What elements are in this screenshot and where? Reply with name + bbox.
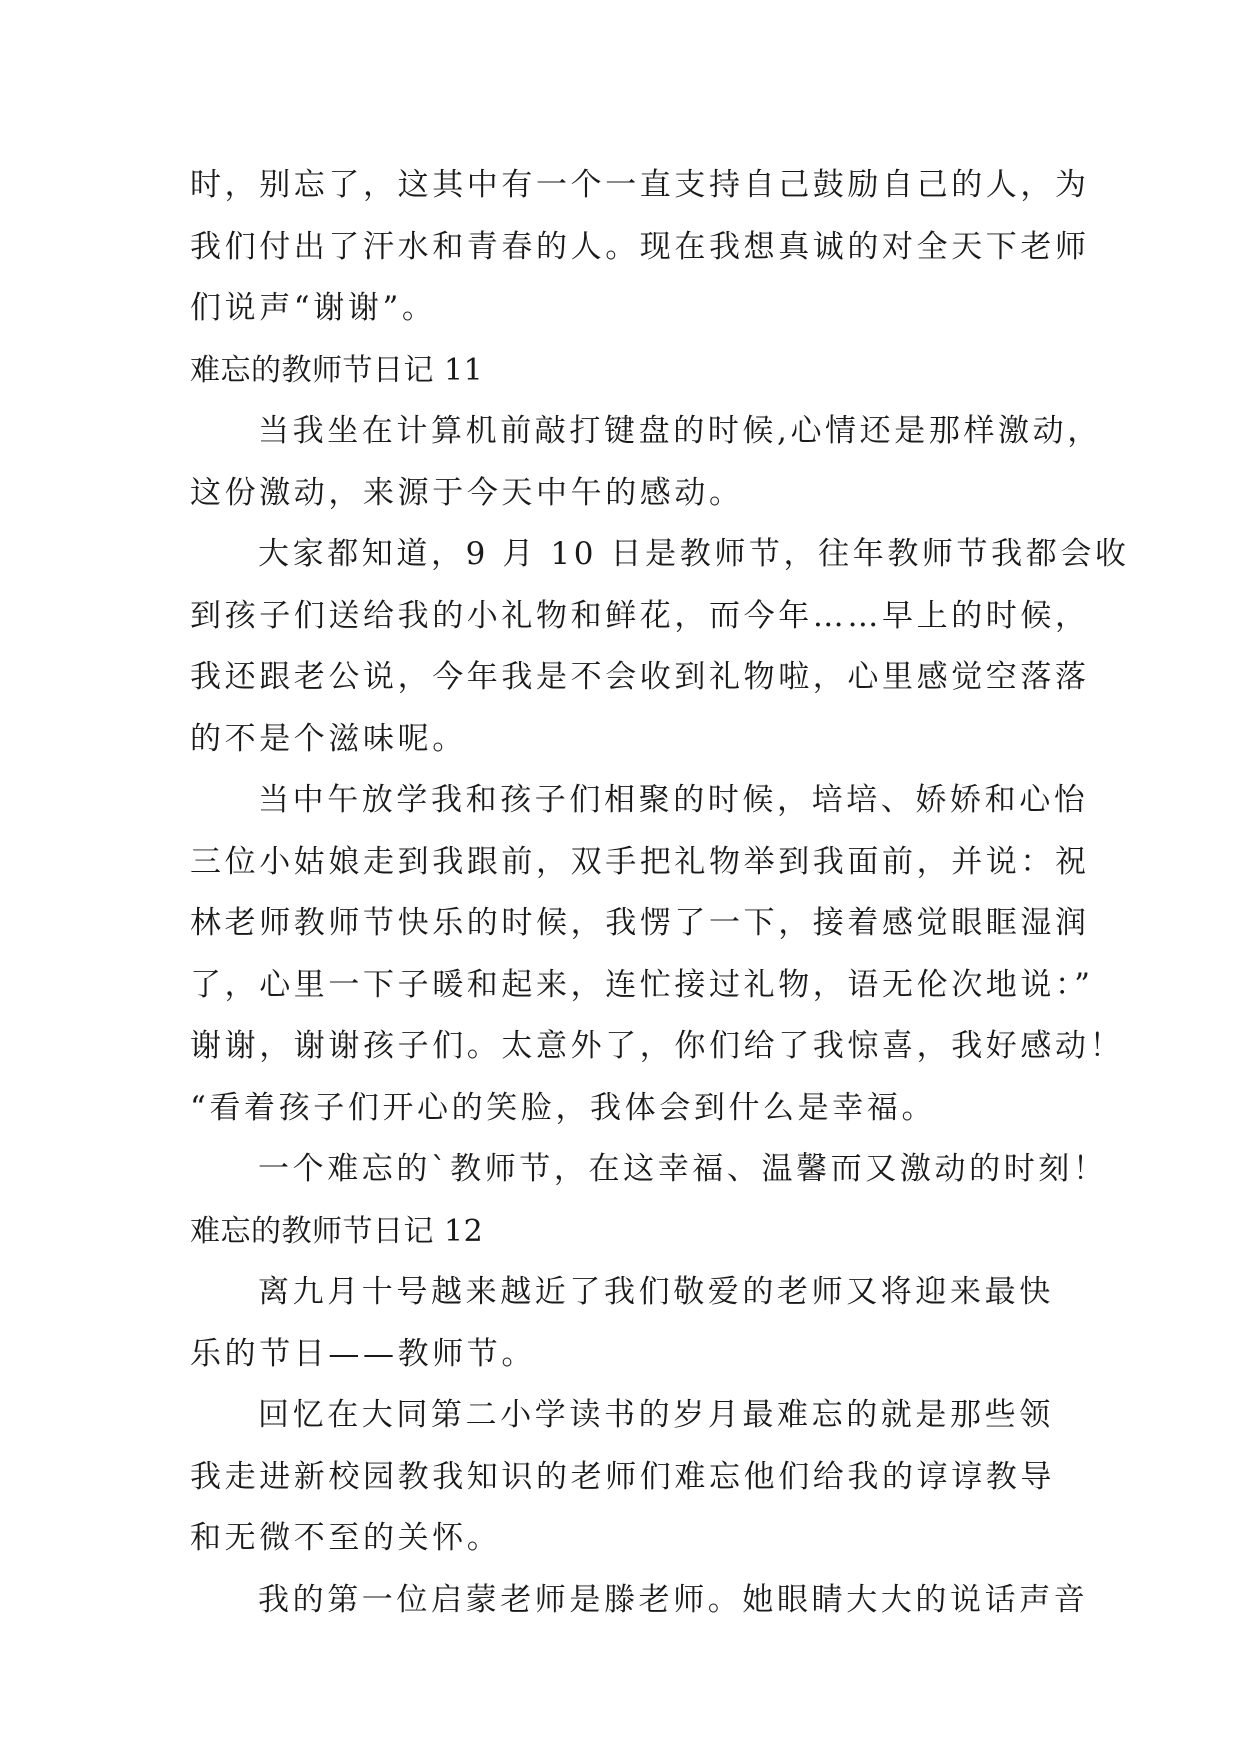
body-line: 到孩子们送给我的小礼物和鲜花，而今年……早上的时候， xyxy=(190,597,1090,634)
body-line: 谢谢，谢谢孩子们。太意外了，你们给了我惊喜，我好感动！ xyxy=(190,1028,1125,1064)
paragraph-first-line: 离九月十号越来越近了我们敬爱的老师又将迎来最快 xyxy=(258,1274,1054,1310)
body-line: 了，心里一下子暖和起来，连忙接过礼物，语无伦次地说：” xyxy=(190,966,1094,1003)
body-line: 林老师教师节快乐的时候，我愣了一下，接着感觉眼眶湿润 xyxy=(190,905,1090,941)
body-line: 我走进新校园教我知识的老师们难忘他们给我的谆谆教导 xyxy=(190,1458,1055,1495)
body-line: 我还跟老公说，今年我是不会收到礼物啦，心里感觉空落落 xyxy=(190,659,1090,695)
paragraph-first-line: 一个难忘的`教师节，在这幸福、温馨而又激动的时刻！ xyxy=(258,1151,1108,1187)
paragraph-first-line: 我的第一位启蒙老师是滕老师。她眼睛大大的说话声音 xyxy=(258,1581,1089,1618)
section-heading: 难忘的教师节日记 11 xyxy=(190,352,484,388)
paragraph-first-line: 当中午放学我和孩子们相聚的时候，培培、娇娇和心怡 xyxy=(258,782,1089,818)
body-line: 三位小姑娘走到我跟前，双手把礼物举到我面前，并说：祝 xyxy=(190,843,1090,880)
paragraph-first-line: 当我坐在计算机前敲打键盘的时候,心情还是那样激动， xyxy=(258,413,1102,449)
body-line: 和无微不至的关怀。 xyxy=(190,1520,502,1556)
section-heading: 难忘的教师节日记 12 xyxy=(190,1213,484,1249)
paragraph-first-line: 大家都知道，9 月 10 日是教师节，往年教师节我都会收 xyxy=(258,536,1130,572)
body-line: 这份激动，来源于今天中午的感动。 xyxy=(190,474,744,511)
body-line: “看着孩子们开心的笑脸，我体会到什么是幸福。 xyxy=(190,1089,937,1126)
body-line: 们说声“谢谢”。 xyxy=(190,290,437,326)
body-line: 时，别忘了，这其中有一个一直支持自己鼓励自己的人，为 xyxy=(190,167,1090,203)
paragraph-first-line: 回忆在大同第二小学读书的岁月最难忘的就是那些领 xyxy=(258,1397,1054,1433)
body-line: 我们付出了汗水和青春的人。现在我想真诚的对全天下老师 xyxy=(190,228,1090,265)
document-body xyxy=(190,155,1130,1631)
body-line: 乐的节日——教师节。 xyxy=(190,1335,536,1372)
body-line: 的不是个滋味呢。 xyxy=(190,720,467,757)
